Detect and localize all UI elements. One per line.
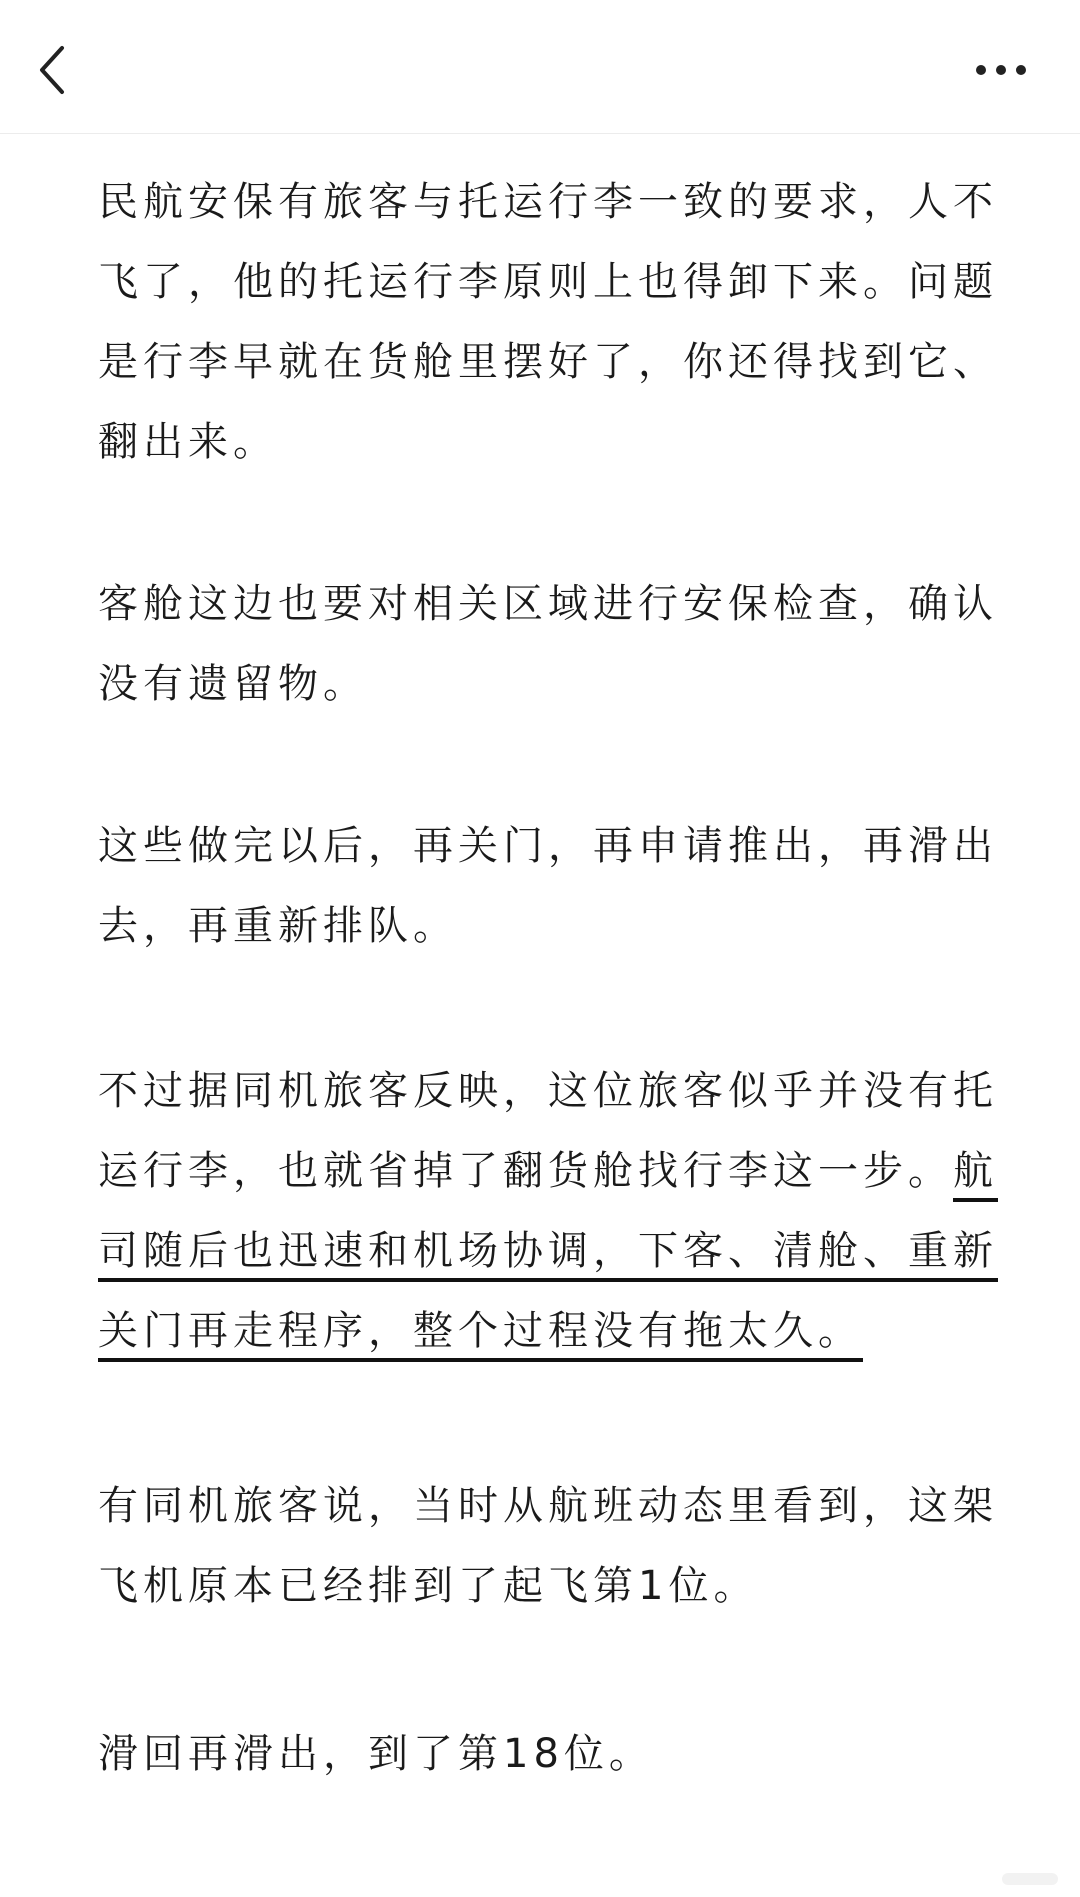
article-body: [98, 162, 998, 1876]
article-paragraph: 民航安保有旅客与托运行李一致的要求，人不飞了，他的托运行李原则上也得卸下来。问题是行李早就在货舱里摆好了，你还得找到它、翻出来。: [98, 179, 998, 465]
article-paragraph: [98, 1051, 998, 1371]
back-button[interactable]: [30, 40, 74, 100]
paragraph-text: 不过据同机旅客反映，这位旅客似乎并没有托运行李，也就省掉了翻货舱找行李这一步。: [98, 1068, 998, 1194]
more-horizontal-icon: [966, 50, 1036, 90]
watermark-mark: [1000, 1869, 1060, 1889]
article-paragraph: 客舱这边也要对相关区域进行安保检查，确认没有遗留物。: [98, 581, 998, 707]
more-options-button[interactable]: [966, 50, 1036, 90]
top-navigation-bar: [0, 0, 1080, 134]
chevron-left-icon: [30, 40, 74, 100]
underlined-highlight: 航司随后也迅速和机场协调，下客、清舱、重新关门再走程序，整个过程没有拖太久。: [98, 1148, 998, 1354]
article-paragraph: 滑回再滑出，到了第18位。: [98, 1731, 654, 1777]
article-paragraph: 有同机旅客说，当时从航班动态里看到，这架飞机原本已经排到了起飞第1位。: [98, 1483, 998, 1609]
article-paragraph: 这些做完以后，再关门，再申请推出，再滑出去，再重新排队。: [98, 823, 998, 949]
